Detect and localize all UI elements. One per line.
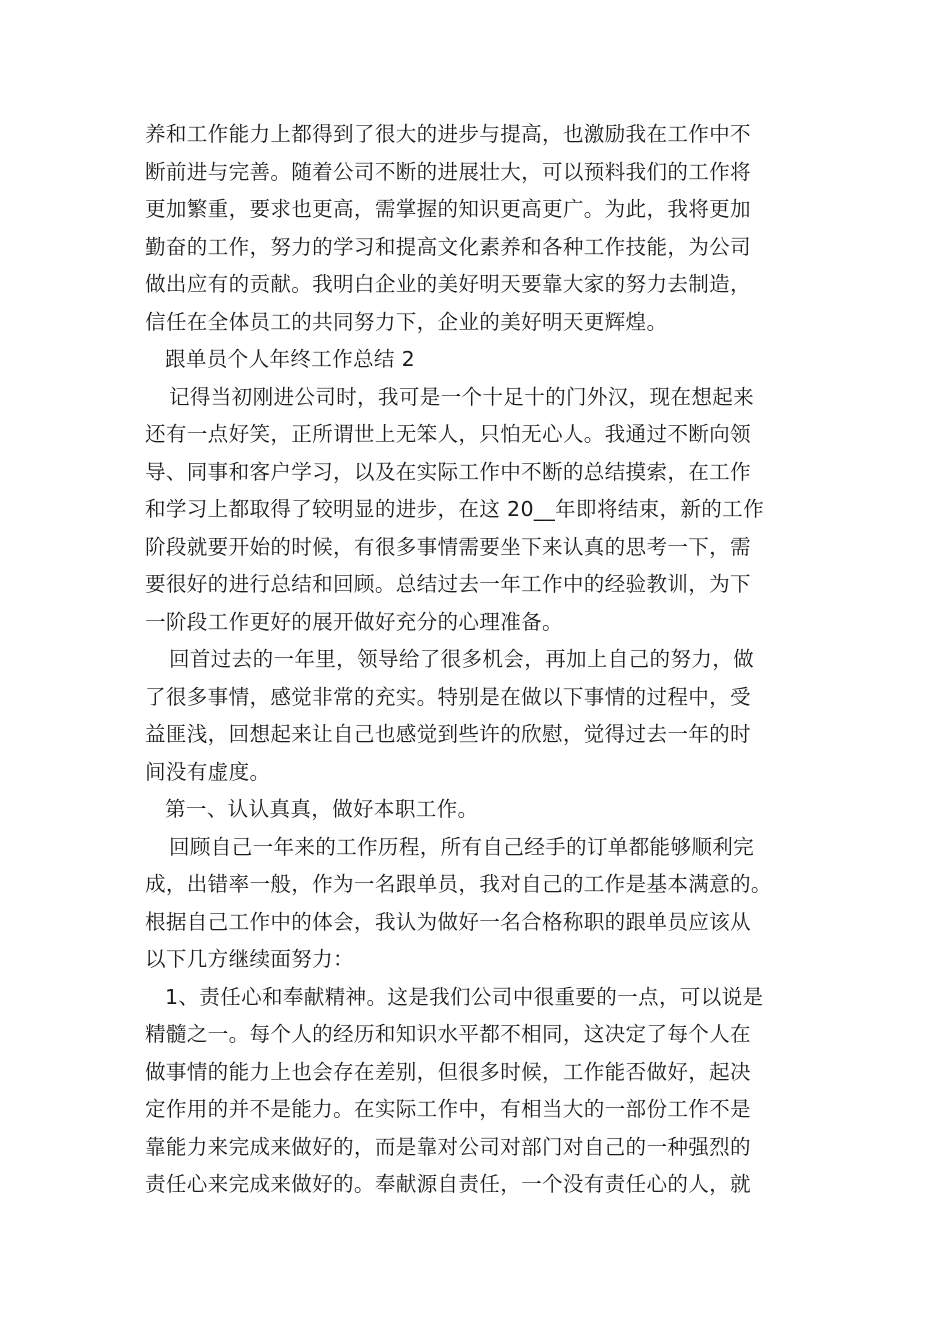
section-heading: 跟单员个人年终工作总结 2 — [165, 347, 416, 371]
text-line: 更加繁重，要求也更高，需掌握的知识更高更广。为此，我将更加 — [145, 197, 751, 221]
text-line: 靠能力来完成来做好的，而是靠对公司对部门对自己的一种强烈的 — [145, 1134, 751, 1159]
text-line: 精髓之一。每个人的经历和知识水平都不相同，这决定了每个人在 — [145, 1022, 751, 1046]
text-line: 成，出错率一般，作为一名跟单员，我对自己的工作是基本满意的。 — [145, 872, 772, 896]
text-line: 阶段就要开始的时候，有很多事情需要坐下来认真的思考一下，需 — [145, 534, 751, 559]
text-line: 做事情的能力上也会存在差别，但很多时候，工作能否做好，起决 — [145, 1059, 751, 1084]
text-line: 勤奋的工作，努力的学习和提高文化素养和各种工作技能，为公司 — [145, 234, 751, 259]
text-line: 益匪浅，回想起来让自己也感觉到些许的欣慰，觉得过去一年的时 — [145, 722, 751, 746]
text-line: 一阶段工作更好的展开做好充分的心理准备。 — [145, 609, 563, 634]
text-line: 了很多事情，感觉非常的充实。特别是在做以下事情的过程中，受 — [145, 684, 751, 709]
text-line: 回首过去的一年里，领导给了很多机会，再加上自己的努力，做 — [169, 647, 755, 671]
text-line: 以下几方继续面努力： — [145, 947, 354, 971]
text-line: 根据自己工作中的体会，我认为做好一名合格称职的跟单员应该从 — [145, 909, 751, 934]
text-line: 要很好的进行总结和回顾。总结过去一年工作中的经验教训，为下 — [145, 572, 751, 596]
text-line: 和学习上都取得了较明显的进步，在这 20__年即将结束，新的工作 — [145, 497, 764, 521]
subsection-heading: 第一、认认真真，做好本职工作。 — [165, 797, 479, 821]
text-line: 做出应有的贡献。我明白企业的美好明天要靠大家的努力去制造， — [145, 272, 751, 296]
text-line: 养和工作能力上都得到了很大的进步与提高，也激励我在工作中不 — [145, 122, 751, 146]
list-item: 1、责任心和奉献精神。这是我们公司中很重要的一点，可以说是 — [165, 984, 764, 1009]
text-line: 信任在全体员工的共同努力下，企业的美好明天更辉煌。 — [145, 309, 668, 334]
text-line: 还有一点好笑，正所谓世上无笨人，只怕无心人。我通过不断向领 — [145, 422, 751, 446]
text-line: 责任心来完成来做好的。奉献源自责任，一个没有责任心的人，就 — [145, 1172, 751, 1196]
text-line: 定作用的并不是能力。在实际工作中，有相当大的一部份工作不是 — [145, 1097, 751, 1121]
text-line: 断前进与完善。随着公司不断的进展壮大，可以预料我们的工作将 — [145, 159, 751, 184]
text-line: 间没有虚度。 — [145, 759, 271, 784]
document-body — [145, 116, 815, 1204]
text-line: 导、同事和客户学习，以及在实际工作中不断的总结摸索，在工作 — [145, 459, 751, 484]
text-line: 记得当初刚进公司时，我可是一个十足十的门外汉，现在想起来 — [169, 384, 755, 409]
text-line: 回顾自己一年来的工作历程，所有自己经手的订单都能够顺利完 — [169, 834, 755, 859]
